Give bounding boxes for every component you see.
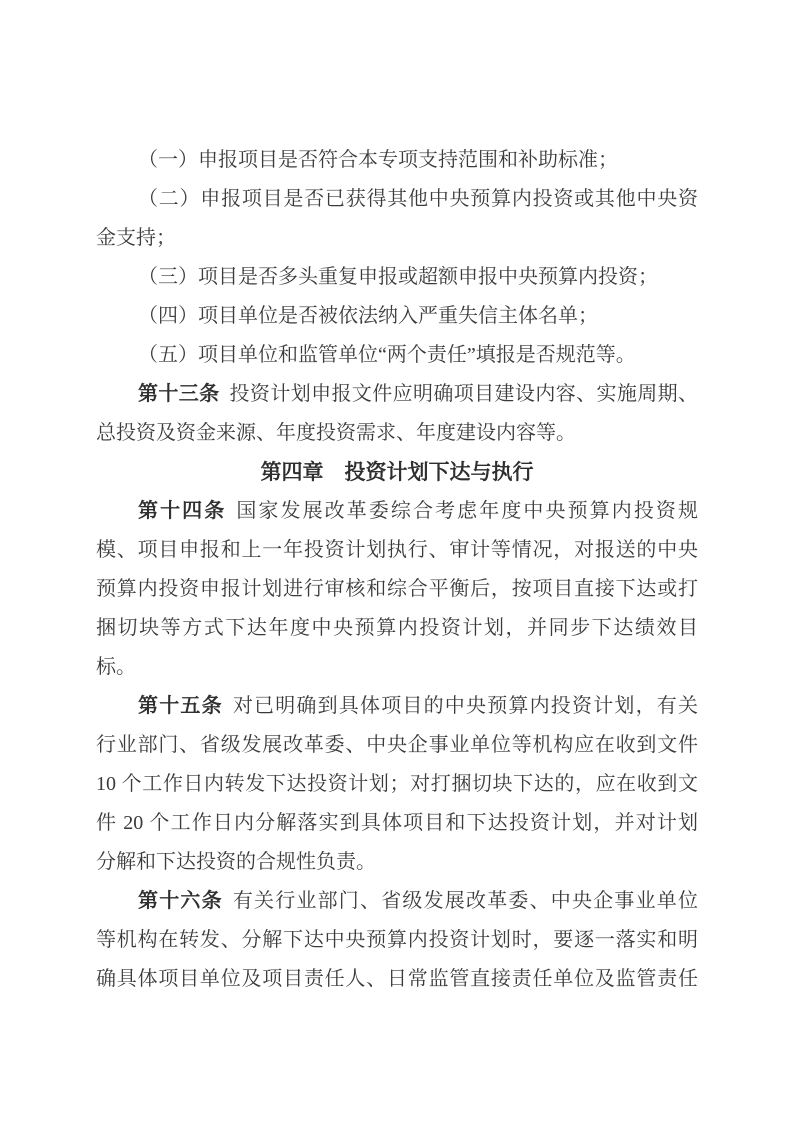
line-text: 行业部门、省级发展改革委、中央企事业单位等机构应在收到文件: [96, 734, 698, 756]
document-line: [96, 960, 698, 999]
line-text: 10 个工作日内转发下达投资计划；对打捆切块下达的，应在收到文: [96, 773, 698, 795]
document-line: [96, 141, 698, 180]
article-number: 第十六条: [138, 890, 223, 912]
line-text: 捆切块等方式下达年度中央预算内投资计划，并同步下达绩效目: [96, 617, 698, 639]
document-line: [96, 219, 698, 258]
line-text: 对已明确到具体项目的中央预算内投资计划，有关: [232, 695, 699, 717]
article-line: [96, 687, 698, 726]
article-number: 第十五条: [138, 695, 223, 717]
article-number: 第十四条: [138, 500, 227, 522]
line-text: 总投资及资金来源、年度投资需求、年度建设内容等。: [96, 422, 576, 444]
document-line: [96, 414, 698, 453]
line-text: （五）项目单位和监管单位“两个责任”填报是否规范等。: [138, 344, 636, 366]
document-line: [96, 336, 698, 375]
document-line: [96, 843, 698, 882]
line-text: 等机构在转发、分解下达中央预算内投资计划时，要逐一落实和明: [96, 929, 698, 951]
article-line: [96, 882, 698, 921]
line-text: 确具体项目单位及项目责任人、日常监管直接责任单位及监管责任: [96, 968, 698, 990]
document-line: [96, 297, 698, 336]
document-line: [96, 609, 698, 648]
line-text: 国家发展改革委综合考虑年度中央预算内投资规: [236, 500, 699, 522]
line-text: （一）申报项目是否符合本专项支持范围和补助标准；: [138, 149, 618, 171]
line-text: 件 20 个工作日内分解落实到具体项目和下达投资计划，并对计划: [96, 812, 698, 834]
line-text: 投资计划申报文件应明确项目建设内容、实施周期、: [229, 383, 699, 405]
chapter-heading: 第四章 投资计划下达与执行: [260, 461, 534, 484]
line-text: 模、项目申报和上一年投资计划执行、审计等情况，对报送的中央: [96, 539, 698, 561]
line-text: 有关行业部门、省级发展改革委、中央企事业单位: [232, 890, 699, 912]
document-line: [96, 531, 698, 570]
article-number: 第十三条: [138, 383, 220, 405]
line-text: 标。: [96, 656, 136, 678]
document-line: [96, 180, 698, 219]
document-line: [96, 804, 698, 843]
document-line: [96, 258, 698, 297]
document-line: [96, 570, 698, 609]
line-text: 金支持；: [96, 227, 176, 249]
article-line: [96, 375, 698, 414]
line-text: （二）申报项目是否已获得其他中央预算内投资或其他中央资: [138, 188, 698, 210]
document-content: [96, 141, 698, 999]
line-text: （四）项目单位是否被依法纳入严重失信主体名单；: [138, 305, 598, 327]
line-text: （三）项目是否多头重复申报或超额申报中央预算内投资；: [138, 266, 658, 288]
document-line: [96, 921, 698, 960]
line-text: 分解和下达投资的合规性负责。: [96, 851, 376, 873]
line-text: 预算内投资申报计划进行审核和综合平衡后，按项目直接下达或打: [96, 578, 698, 600]
document-line: [96, 765, 698, 804]
document-line: [96, 726, 698, 765]
document-line: [96, 648, 698, 687]
article-line: [96, 492, 698, 531]
